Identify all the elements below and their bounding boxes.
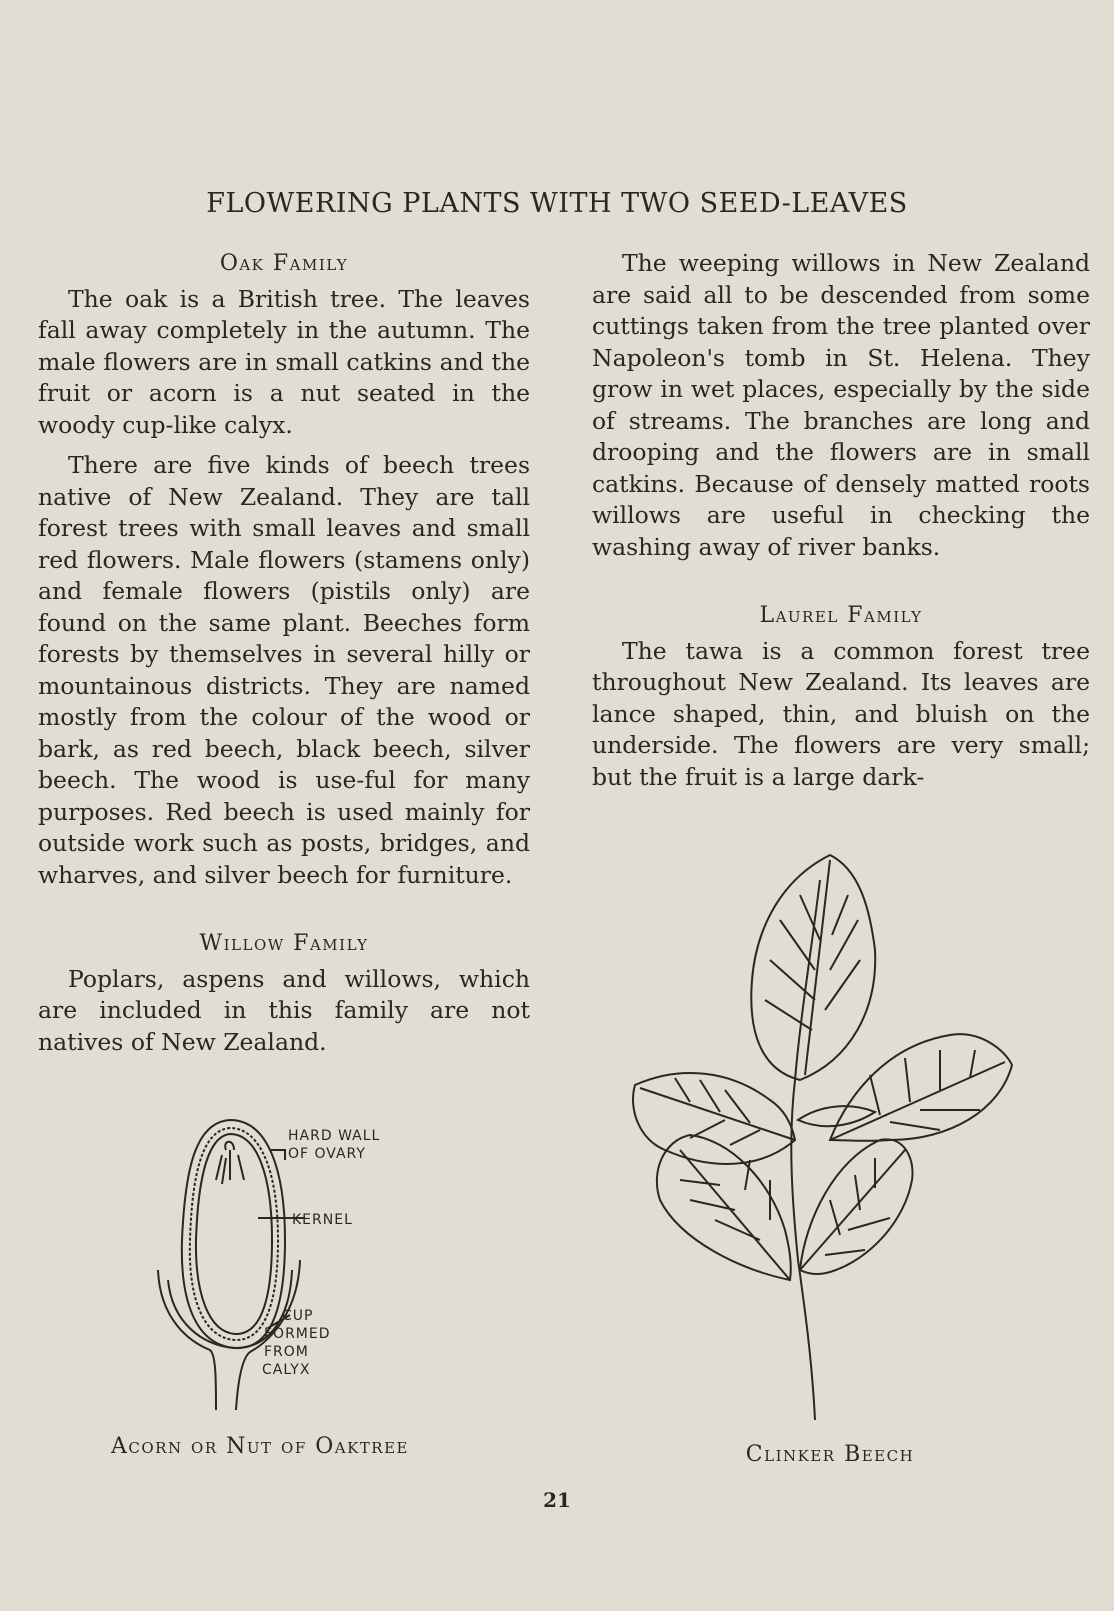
- willow-continued-paragraph: The weeping willows in New Zealand are said all to be descended from some cuttings taken from the tree planted over Napoleon's tomb in St. Helena. They grow in wet places, especially by the side of streams. The branches are long and drooping and the flowers are in small catkins. Because of densely matted roots willows are useful in checking the washing away of river banks.: [592, 249, 1090, 561]
- laurel-family-heading: Laurel Family: [759, 603, 923, 628]
- label-cup: CUP: [282, 1308, 314, 1324]
- willow-paragraph: Poplars, aspens and willows, which are included in this family are not natives of New Zealand.: [38, 964, 530, 1056]
- label-of-ovary: OF OVARY: [288, 1146, 366, 1162]
- oak-paragraph: The oak is a British tree. The leaves fall away completely in the autumn. The male flowers are in small catkins and the fruit or acorn is a nut seated in the woody cup-like calyx.: [38, 284, 530, 439]
- willow-family-heading: Willow Family: [199, 931, 369, 956]
- clinker-beech-caption: Clinker Beech: [745, 1442, 915, 1467]
- acorn-illustration: [150, 1110, 430, 1420]
- beech-paragraph: There are five kinds of beech trees native of New Zealand. They are tall forest trees with small leaves and small red flowers. Male flowers (stamens only) and female flowers (pistils only) are found on the same plant. Beeches form forests by themselves in several hilly or mountainous districts. They are named mostly from the colour of the wood or bark, as red beech, black beech, silver beech. The wood is use-ful for many purposes. Red beech is used mainly for outside work such as posts, bridges, and wharves, and silver beech for furniture.: [38, 451, 530, 889]
- laurel-paragraph: The tawa is a common forest tree throughout New Zealand. Its leaves are lance shaped, thin, and bluish on the underside. The flowers are very small; but the fruit is a large dark-: [592, 636, 1090, 791]
- oak-family-heading: Oak Family: [219, 251, 349, 276]
- page-title: FLOWERING PLANTS WITH TWO SEED-LEAVES: [206, 188, 908, 219]
- label-hard-wall: HARD WALL: [288, 1128, 381, 1144]
- acorn-caption: Acorn or Nut of Oaktree: [110, 1434, 410, 1459]
- label-kernel: KERNEL: [292, 1212, 353, 1228]
- label-calyx: CALYX: [262, 1362, 311, 1378]
- right-column: [592, 248, 1090, 802]
- label-formed: FORMED: [264, 1326, 331, 1342]
- left-column: [38, 248, 530, 1067]
- page-number: 21: [543, 1488, 571, 1512]
- label-from: FROM: [264, 1344, 309, 1360]
- clinker-beech-illustration: [620, 840, 1040, 1430]
